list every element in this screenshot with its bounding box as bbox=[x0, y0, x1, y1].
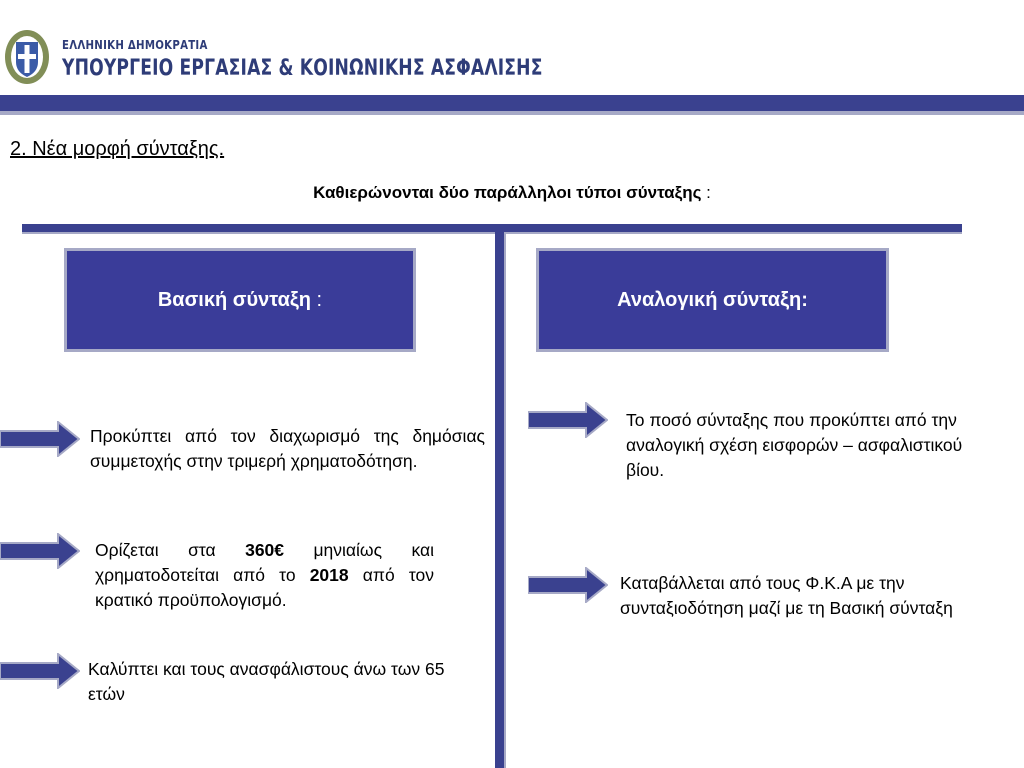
basic-point-coverage: Καλύπτει και τους ανασφάλιστους άνω των 65 ετών bbox=[88, 659, 445, 704]
header-divider-shadow bbox=[0, 111, 1024, 115]
section-title: 2. Νέα μορφή σύνταξης. bbox=[10, 138, 225, 160]
right-arrow-icon bbox=[0, 421, 80, 457]
subtitle bbox=[0, 183, 1024, 203]
right-arrow-icon bbox=[528, 402, 608, 438]
proportional-point-definition: Το ποσό σύνταξης που προκύπτει από την αναλογική σχέση εισφορών – ασφαλιστικού βίου. bbox=[626, 410, 963, 480]
amount-pre: Ορίζεται στα bbox=[95, 540, 246, 560]
basic-pension-box bbox=[64, 248, 416, 352]
proportional-pension-box bbox=[536, 248, 889, 352]
right-arrow-icon bbox=[0, 533, 80, 569]
horizontal-divider bbox=[22, 224, 962, 232]
country-name: ΕΛΛΗΝΙΚΗ ΔΗΜΟΚΡΑΤΙΑ bbox=[62, 38, 208, 52]
greek-coat-of-arms-icon bbox=[3, 28, 51, 86]
amount-post: από τον κρατικό προϋπολογισμό. bbox=[95, 565, 434, 610]
amount-year: 2018 bbox=[309, 565, 349, 585]
amount-value: 360€ bbox=[245, 540, 285, 560]
subtitle-suffix: : bbox=[701, 183, 711, 202]
basic-pension-suffix: : bbox=[311, 288, 323, 311]
ministry-name: ΥΠΟΥΡΓΕΙΟ ΕΡΓΑΣΙΑΣ & ΚΟΙΝΩΝΙΚΗΣ ΑΣΦΑΛΙΣΗΣ bbox=[62, 56, 543, 81]
basic-point-amount bbox=[95, 538, 434, 613]
proportional-pension-label: Αναλογική σύνταξη: bbox=[617, 288, 808, 311]
basic-pension-label: Βασική σύνταξη bbox=[157, 288, 311, 311]
header bbox=[0, 0, 1024, 95]
right-arrow-icon bbox=[0, 653, 80, 689]
proportional-point-payment: Καταβάλλεται από τους Φ.Κ.Α με την συνταξιοδότηση μαζί με τη Βασική σύνταξη bbox=[620, 573, 953, 618]
subtitle-text: Καθιερώνονται δύο παράλληλοι τύποι σύνταξης bbox=[313, 183, 702, 202]
amount-mid: μηνιαίως και χρηματοδοτείται από το bbox=[95, 540, 434, 585]
right-arrow-icon bbox=[528, 567, 608, 603]
vertical-divider bbox=[495, 232, 504, 768]
header-divider bbox=[0, 95, 1024, 111]
basic-point-origin: Προκύπτει από τον διαχωρισμό της δημόσιας συμμετοχής στην τριμερή χρηματοδότηση. bbox=[90, 426, 485, 471]
